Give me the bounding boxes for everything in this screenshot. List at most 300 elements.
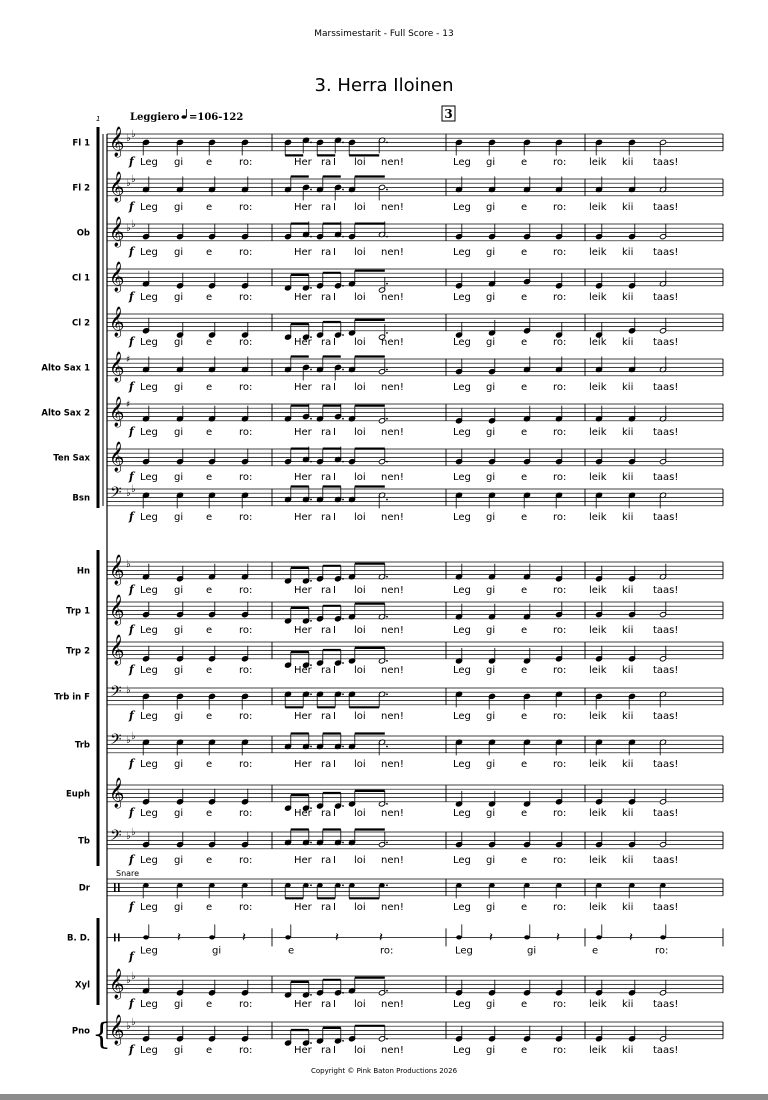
note-dot: [310, 693, 312, 695]
lyric-syllable: ro:: [239, 808, 253, 819]
note-head: [317, 883, 323, 887]
lyric-syllable: leik: [589, 665, 607, 676]
lyric-syllable: kii: [622, 512, 634, 523]
lyric-syllable: gi: [174, 759, 184, 770]
lyric-syllable: Her: [294, 855, 312, 866]
lyric-syllable: Leg: [453, 472, 471, 483]
lyric-syllable: Her: [294, 665, 312, 676]
lyric-syllable: ra: [321, 1045, 332, 1056]
lyric-syllable: nen!: [381, 665, 404, 676]
note-dot: [342, 618, 344, 620]
flat-icon: ♭: [131, 827, 136, 838]
rehearsal-mark: 3: [444, 107, 453, 121]
treble-clef-icon: 𝄞: [109, 778, 125, 808]
instrument-name: Bsn: [72, 493, 90, 504]
rest-icon: 𝄽: [629, 930, 633, 946]
lyric-syllable: ra: [321, 585, 332, 596]
lyric-syllable: taas!: [653, 585, 679, 596]
lyric-syllable: Leg: [140, 427, 158, 438]
instrument-name: Fl 2: [72, 183, 90, 194]
lyric-syllable: Her: [294, 472, 312, 483]
staff-trb: [75, 731, 723, 770]
note-head: [456, 935, 462, 939]
flat-icon: ♭: [126, 831, 131, 842]
lyric-syllable: I: [333, 711, 336, 722]
lyric-syllable: gi: [174, 808, 184, 819]
lyric-syllable: Leg: [453, 202, 471, 213]
lyric-syllable: gi: [174, 292, 184, 303]
treble-clef-icon: 𝄞: [109, 969, 125, 999]
lyric-syllable: e: [521, 759, 528, 770]
lyric-syllable: Leg: [453, 808, 471, 819]
lyric-syllable: gi: [486, 808, 496, 819]
lyric-syllable: e: [206, 625, 213, 636]
lyric-syllable: gi: [486, 711, 496, 722]
note-dot: [386, 616, 388, 618]
lyric-syllable: gi: [174, 512, 184, 523]
staff-cl-2: [72, 306, 723, 348]
lyric-syllable: e: [521, 808, 528, 819]
instrument-name: Alto Sax 2: [41, 408, 90, 419]
lyric-syllable: leik: [589, 247, 607, 258]
lyric-syllable: loi: [354, 625, 366, 636]
lyric-syllable: ro:: [553, 902, 567, 913]
instrument-name: Ten Sax: [53, 453, 90, 464]
lyric-syllable: ro:: [239, 472, 253, 483]
lyric-syllable: e: [206, 759, 213, 770]
lyric-syllable: nen!: [381, 711, 404, 722]
staff-fl-1: [72, 126, 723, 168]
lyric-syllable: ro:: [553, 382, 567, 393]
instrument-name: Ob: [76, 228, 90, 239]
note-dot: [386, 499, 388, 501]
dynamic-marking: f: [129, 200, 134, 213]
note-head: [335, 883, 341, 887]
lyric-syllable: gi: [486, 202, 496, 213]
lyric-syllable: ro:: [553, 999, 567, 1010]
percussion-clef-icon: [118, 883, 120, 891]
piano-brace: {: [92, 1017, 112, 1052]
staff-euph: [66, 777, 723, 819]
note-dot: [342, 418, 344, 420]
note-dot: [386, 803, 388, 805]
lyric-syllable: e: [521, 157, 528, 168]
lyric-syllable: gi: [174, 711, 184, 722]
lyric-syllable: e: [206, 472, 213, 483]
instrument-name: Cl 1: [71, 273, 90, 284]
dynamic-marking: f: [129, 335, 134, 348]
lyric-syllable: Leg: [453, 512, 471, 523]
lyric-syllable: loi: [354, 1045, 366, 1056]
lyric-syllable: ro:: [239, 625, 253, 636]
lyric-syllable: Her: [294, 625, 312, 636]
treble-clef-icon: 𝄞: [109, 1015, 125, 1045]
lyric-syllable: Leg: [140, 999, 158, 1010]
note-dot: [342, 236, 344, 238]
instrument-name: Pno: [71, 1026, 90, 1037]
flat-icon: ♭: [126, 975, 131, 986]
percussion-label: Snare: [116, 869, 140, 878]
treble-clef-icon: 𝄞: [109, 352, 125, 382]
dynamic-marking: f: [129, 757, 134, 770]
dynamic-marking: f: [129, 900, 134, 913]
staff-xyl: [75, 968, 723, 1010]
lyric-syllable: ra: [321, 337, 332, 348]
lyric-syllable: e: [521, 999, 528, 1010]
lyric-syllable: nen!: [381, 902, 404, 913]
instrument-name: Xyl: [74, 980, 90, 991]
note-dot: [342, 499, 344, 501]
lyric-syllable: ro:: [553, 808, 567, 819]
instrument-name: Dr: [78, 883, 90, 894]
staff-ten-sax: [53, 441, 723, 483]
treble-clef-icon: 𝄞: [109, 127, 125, 157]
lyric-syllable: leik: [589, 202, 607, 213]
lyric-syllable: I: [333, 585, 336, 596]
lyric-syllable: gi: [174, 157, 184, 168]
lyric-syllable: ra: [321, 472, 332, 483]
lyric-syllable: Leg: [453, 625, 471, 636]
lyric-syllable: e: [206, 585, 213, 596]
lyric-syllable: ra: [321, 382, 332, 393]
lyric-syllable: e: [521, 625, 528, 636]
lyric-syllable: Leg: [453, 711, 471, 722]
lyric-syllable: Leg: [453, 157, 471, 168]
note-dot: [310, 189, 312, 191]
lyric-syllable: e: [521, 665, 528, 676]
lyric-syllable: gi: [486, 382, 496, 393]
lyric-syllable: loi: [354, 382, 366, 393]
lyric-syllable: nen!: [381, 337, 404, 348]
lyric-syllable: loi: [354, 711, 366, 722]
lyric-syllable: I: [333, 202, 336, 213]
note-dot: [386, 332, 388, 334]
lyric-syllable: gi: [174, 427, 184, 438]
lyric-syllable: Her: [294, 759, 312, 770]
lyric-syllable: Leg: [140, 855, 158, 866]
lyric-syllable: Leg: [140, 1045, 158, 1056]
lyric-syllable: e: [206, 247, 213, 258]
lyric-syllable: gi: [174, 202, 184, 213]
lyric-syllable: e: [206, 512, 213, 523]
rest-icon: 𝄽: [556, 930, 560, 946]
lyric-syllable: kii: [622, 427, 634, 438]
dynamic-marking: f: [129, 470, 134, 483]
dynamic-marking: f: [129, 510, 134, 523]
lyric-syllable: e: [592, 945, 599, 957]
lyric-syllable: ro:: [239, 902, 253, 913]
note-head: [456, 883, 462, 887]
lyric-syllable: e: [521, 382, 528, 393]
lyric-syllable: ro:: [553, 665, 567, 676]
lyric-syllable: ro:: [553, 512, 567, 523]
lyric-syllable: ro:: [239, 759, 253, 770]
lyric-syllable: Her: [294, 1045, 312, 1056]
note-dot: [386, 693, 388, 695]
dynamic-marking: f: [129, 997, 134, 1010]
lyric-syllable: Leg: [140, 157, 158, 168]
lyric-syllable: gi: [174, 337, 184, 348]
lyric-syllable: ro:: [239, 427, 253, 438]
lyric-syllable: ra: [321, 512, 332, 523]
note-dot: [342, 189, 344, 191]
note-dot: [310, 884, 312, 886]
note-head: [629, 883, 635, 887]
bass-clef-icon: 𝄢: [110, 484, 122, 505]
note-head: [285, 883, 291, 887]
lyric-syllable: ra: [321, 902, 332, 913]
lyric-syllable: ro:: [553, 1045, 567, 1056]
lyric-syllable: I: [333, 512, 336, 523]
note-dot: [386, 576, 388, 578]
note-dot: [386, 283, 388, 285]
lyric-syllable: gi: [174, 472, 184, 483]
sharp-icon: ♯: [126, 400, 131, 410]
lyric-syllable: ra: [321, 759, 332, 770]
lyric-syllable: e: [206, 202, 213, 213]
lyric-syllable: ro:: [239, 202, 253, 213]
note-dot: [386, 990, 388, 992]
dynamic-marking: f: [129, 245, 134, 258]
lyric-syllable: I: [333, 157, 336, 168]
rest-icon: 𝄽: [489, 930, 493, 946]
percussion-clef-icon: [118, 933, 120, 941]
lyric-syllable: ra: [321, 292, 332, 303]
lyric-syllable: kii: [622, 337, 634, 348]
dynamic-marking: f: [129, 583, 134, 596]
lyric-syllable: Leg: [453, 902, 471, 913]
instrument-name: Trb in F: [54, 692, 90, 703]
lyric-syllable: nen!: [381, 1045, 404, 1056]
lyric-syllable: ra: [321, 711, 332, 722]
lyric-syllable: Leg: [140, 585, 158, 596]
lyric-syllable: e: [206, 665, 213, 676]
lyric-syllable: gi: [486, 512, 496, 523]
bass-clef-icon: 𝄢: [110, 827, 122, 848]
note-dot: [342, 142, 344, 144]
lyric-syllable: kii: [622, 585, 634, 596]
lyric-syllable: leik: [589, 585, 607, 596]
lyric-syllable: Her: [294, 585, 312, 596]
sharp-icon: ♯: [126, 355, 131, 365]
lyric-syllable: Her: [294, 157, 312, 168]
flat-icon: ♭: [131, 1017, 136, 1028]
lyric-syllable: loi: [354, 157, 366, 168]
flat-icon: ♭: [126, 685, 131, 696]
note-dot: [310, 620, 312, 622]
note-dot: [310, 369, 312, 371]
lyric-syllable: Her: [294, 512, 312, 523]
lyric-syllable: e: [206, 902, 213, 913]
lyric-syllable: Her: [294, 292, 312, 303]
note-head: [489, 883, 495, 887]
lyric-syllable: gi: [486, 902, 496, 913]
lyric-syllable: I: [333, 382, 336, 393]
lyric-syllable: I: [333, 625, 336, 636]
treble-clef-icon: 𝄞: [109, 595, 125, 625]
note-dot: [342, 334, 344, 336]
lyric-syllable: ro:: [239, 157, 253, 168]
lyric-syllable: gi: [486, 759, 496, 770]
note-dot: [310, 1042, 312, 1044]
lyric-syllable: kii: [622, 999, 634, 1010]
treble-clef-icon: 𝄞: [109, 442, 125, 472]
treble-clef-icon: 𝄞: [109, 635, 125, 665]
lyric-syllable: nen!: [381, 472, 404, 483]
lyric-syllable: loi: [354, 902, 366, 913]
lyric-syllable: Leg: [453, 665, 471, 676]
lyric-syllable: ro:: [239, 247, 253, 258]
lyric-syllable: gi: [174, 585, 184, 596]
piece-title: 3. Herra Iloinen: [314, 75, 454, 96]
lyric-syllable: gi: [174, 999, 184, 1010]
note-dot: [310, 287, 312, 289]
note-dot: [342, 746, 344, 748]
lyric-syllable: nen!: [381, 999, 404, 1010]
treble-clef-icon: 𝄞: [109, 307, 125, 337]
lyric-syllable: taas!: [653, 759, 679, 770]
flat-icon: ♭: [126, 488, 131, 499]
lyric-syllable: loi: [354, 999, 366, 1010]
lyric-syllable: taas!: [653, 665, 679, 676]
lyric-syllable: taas!: [653, 1045, 679, 1056]
lyric-syllable: loi: [354, 665, 366, 676]
note-head: [596, 883, 602, 887]
flat-icon: ♭: [131, 484, 136, 495]
lyric-syllable: leik: [589, 337, 607, 348]
staff-alto-sax-2: [41, 396, 723, 438]
lyric-syllable: kii: [622, 665, 634, 676]
lyric-syllable: gi: [174, 665, 184, 676]
lyric-syllable: Leg: [453, 292, 471, 303]
instrument-name: Tb: [78, 836, 90, 847]
lyric-syllable: leik: [589, 625, 607, 636]
lyric-syllable: Leg: [140, 337, 158, 348]
lyric-syllable: gi: [174, 902, 184, 913]
lyric-syllable: e: [521, 292, 528, 303]
note-dot: [386, 189, 388, 191]
note-head: [242, 883, 248, 887]
lyric-syllable: kii: [622, 759, 634, 770]
lyric-syllable: I: [333, 1045, 336, 1056]
dynamic-marking: f: [129, 709, 134, 722]
dynamic-marking: f: [129, 623, 134, 636]
lyric-syllable: Her: [294, 902, 312, 913]
lyric-syllable: loi: [354, 472, 366, 483]
note-head: [660, 935, 666, 939]
staff-ob: [77, 216, 723, 258]
dynamic-marking: f: [129, 663, 134, 676]
note-dot: [342, 578, 344, 580]
note-head: [379, 883, 385, 887]
lyric-syllable: I: [333, 472, 336, 483]
lyric-syllable: gi: [486, 472, 496, 483]
note-head: [143, 935, 149, 939]
dynamic-marking: f: [129, 155, 134, 168]
lyric-syllable: taas!: [653, 157, 679, 168]
lyric-syllable: leik: [589, 472, 607, 483]
lyric-syllable: e: [206, 427, 213, 438]
measure-number: 1: [96, 115, 101, 123]
lyric-syllable: ro:: [380, 945, 394, 957]
note-dot: [386, 142, 388, 144]
lyric-syllable: taas!: [653, 855, 679, 866]
lyric-syllable: ro:: [239, 1045, 253, 1056]
lyric-syllable: nen!: [381, 808, 404, 819]
lyric-syllable: I: [333, 999, 336, 1010]
lyric-syllable: gi: [486, 1045, 496, 1056]
lyric-syllable: ro:: [239, 999, 253, 1010]
lyric-syllable: kii: [622, 382, 634, 393]
staff-cl-1: [72, 261, 723, 303]
lyric-syllable: e: [206, 337, 213, 348]
note-dot: [386, 746, 388, 748]
lyric-syllable: I: [333, 337, 336, 348]
note-dot: [342, 884, 344, 886]
staff-fl-2: [72, 171, 723, 213]
lyric-syllable: e: [521, 427, 528, 438]
tempo-note-icon: [181, 115, 186, 119]
page-header: Marssimestarit - Full Score - 13: [314, 29, 454, 39]
lyric-syllable: Leg: [140, 625, 158, 636]
note-dot: [310, 461, 312, 463]
note-dot: [310, 142, 312, 144]
lyric-syllable: taas!: [653, 902, 679, 913]
note-dot: [310, 418, 312, 420]
lyric-syllable: Leg: [453, 999, 471, 1010]
lyric-syllable: ro:: [239, 665, 253, 676]
lyric-syllable: ro:: [239, 382, 253, 393]
lyric-syllable: ro:: [553, 247, 567, 258]
lyric-syllable: Leg: [140, 808, 158, 819]
note-head: [143, 883, 149, 887]
lyric-syllable: I: [333, 759, 336, 770]
lyric-syllable: kii: [622, 808, 634, 819]
note-dot: [342, 285, 344, 287]
lyric-syllable: ro:: [553, 427, 567, 438]
lyric-syllable: leik: [589, 999, 607, 1010]
lyric-syllable: ra: [321, 808, 332, 819]
lyric-syllable: e: [206, 382, 213, 393]
lyric-syllable: loi: [354, 292, 366, 303]
lyric-syllable: loi: [354, 585, 366, 596]
lyric-syllable: kii: [622, 472, 634, 483]
lyric-syllable: ra: [321, 427, 332, 438]
lyric-syllable: gi: [486, 585, 496, 596]
rest-icon: 𝄽: [177, 930, 181, 946]
lyric-syllable: Leg: [140, 247, 158, 258]
note-dot: [386, 884, 388, 886]
lyric-syllable: I: [333, 247, 336, 258]
flat-icon: ♭: [131, 129, 136, 140]
lyric-syllable: I: [333, 808, 336, 819]
lyric-syllable: loi: [354, 855, 366, 866]
lyric-syllable: ro:: [553, 855, 567, 866]
lyric-syllable: I: [333, 665, 336, 676]
note-dot: [386, 236, 388, 238]
lyric-syllable: Leg: [140, 759, 158, 770]
lyric-syllable: taas!: [653, 999, 679, 1010]
lyric-syllable: ro:: [655, 945, 669, 957]
lyric-syllable: e: [206, 157, 213, 168]
lyric-syllable: Leg: [453, 585, 471, 596]
note-dot: [310, 994, 312, 996]
lyric-syllable: ra: [321, 247, 332, 258]
lyric-syllable: ro:: [553, 625, 567, 636]
note-dot: [386, 660, 388, 662]
lyric-syllable: ro:: [239, 711, 253, 722]
lyric-syllable: nen!: [381, 585, 404, 596]
